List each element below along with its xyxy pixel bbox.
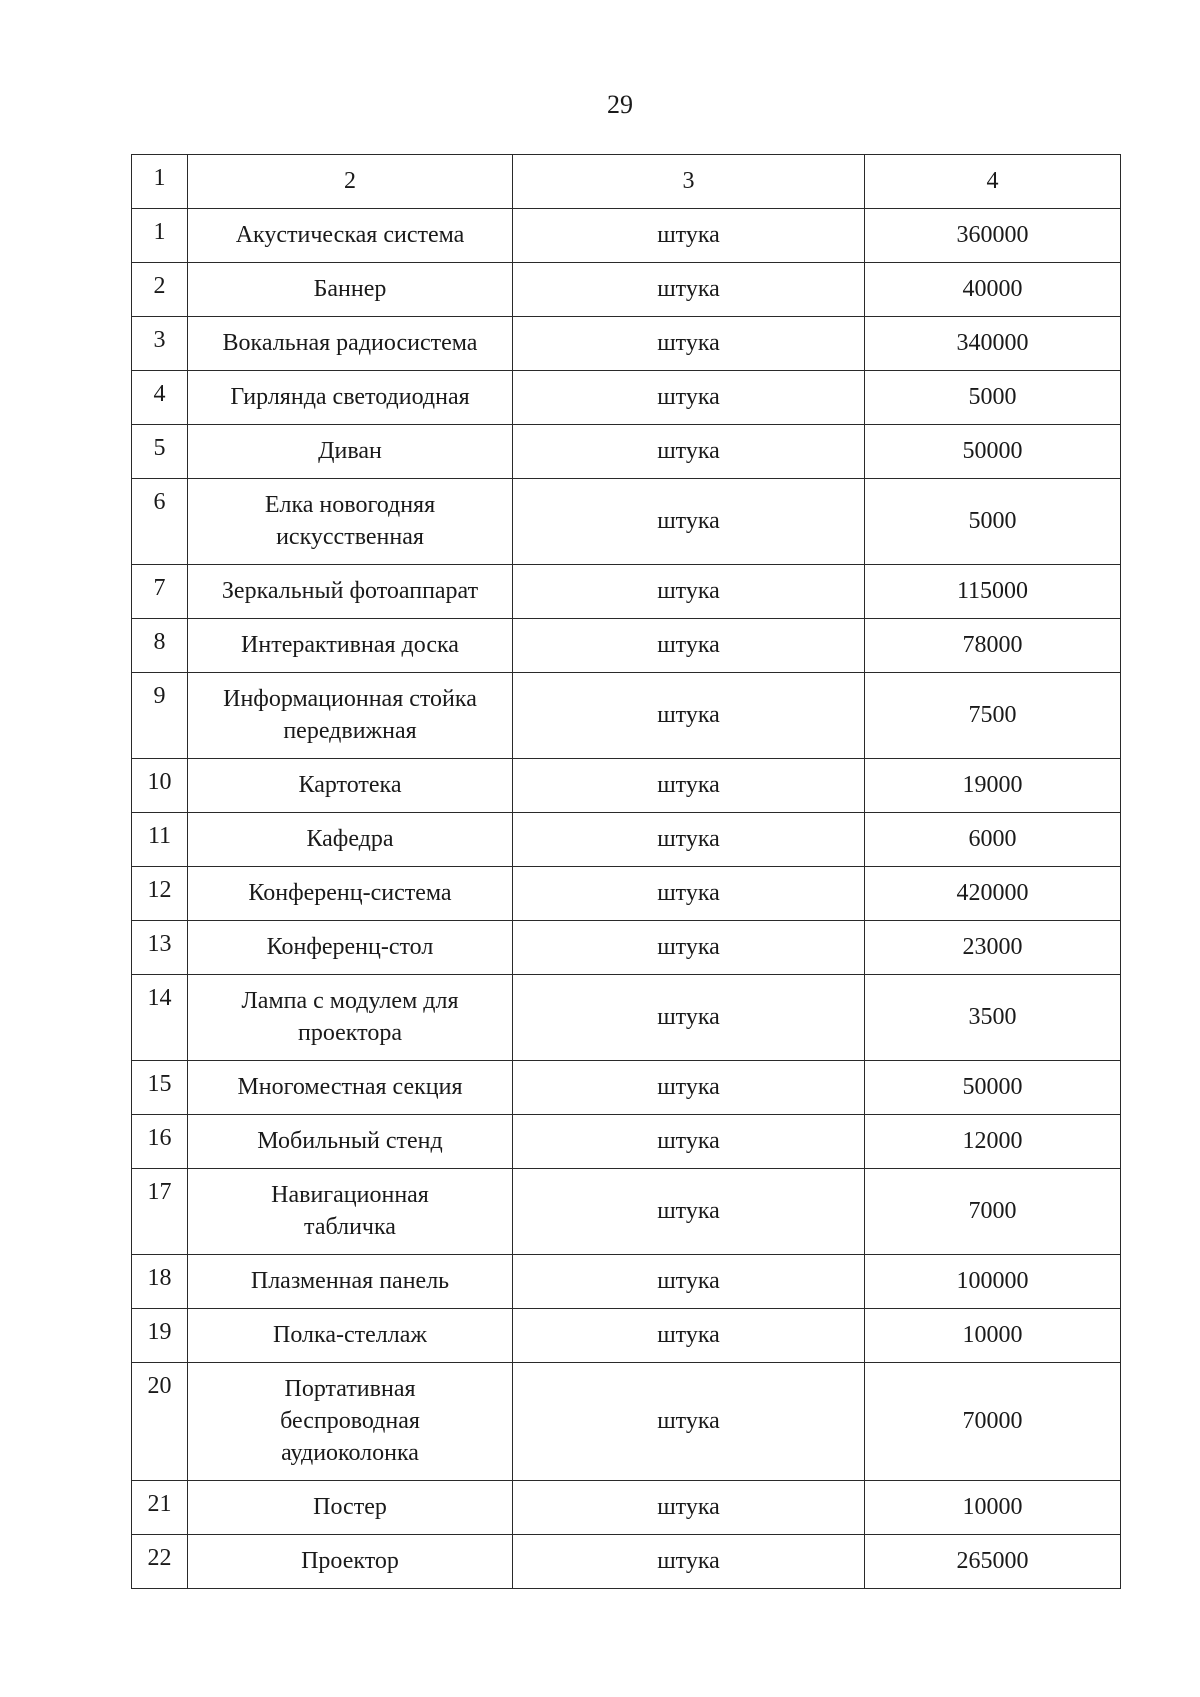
table-row [132, 1481, 1121, 1535]
item-value: 40000 [865, 263, 1121, 317]
item-name [188, 1363, 513, 1481]
table-row [132, 1115, 1121, 1169]
item-unit: штука [513, 263, 865, 317]
item-name-line: Диван [318, 438, 382, 464]
row-number: 2 [132, 263, 188, 317]
item-value: 5000 [865, 371, 1121, 425]
item-unit: штука [513, 619, 865, 673]
item-value: 3500 [865, 975, 1121, 1061]
item-name-line: Интерактивная доска [241, 632, 459, 658]
row-number: 12 [132, 867, 188, 921]
row-number: 11 [132, 813, 188, 867]
header-col-3: 3 [513, 155, 865, 209]
item-value: 5000 [865, 479, 1121, 565]
item-value: 360000 [865, 209, 1121, 263]
item-name [188, 673, 513, 759]
header-col-4: 4 [865, 155, 1121, 209]
item-name [188, 1061, 513, 1115]
row-number: 10 [132, 759, 188, 813]
item-value: 7500 [865, 673, 1121, 759]
row-number: 21 [132, 1481, 188, 1535]
table-row [132, 921, 1121, 975]
item-name [188, 263, 513, 317]
item-name-line: Проектор [301, 1548, 399, 1574]
item-name [188, 565, 513, 619]
table-row [132, 263, 1121, 317]
item-value: 50000 [865, 425, 1121, 479]
row-number: 5 [132, 425, 188, 479]
item-name-line: Картотека [298, 772, 402, 798]
item-name-line: Кафедра [306, 826, 394, 852]
row-number: 20 [132, 1363, 188, 1481]
item-value: 10000 [865, 1481, 1121, 1535]
table-row [132, 759, 1121, 813]
item-name [188, 619, 513, 673]
item-unit: штука [513, 371, 865, 425]
row-number: 13 [132, 921, 188, 975]
item-unit: штука [513, 1255, 865, 1309]
table-row [132, 813, 1121, 867]
item-name [188, 209, 513, 263]
item-unit: штука [513, 1535, 865, 1589]
item-name-line: Гирлянда светодиодная [230, 384, 470, 410]
table-row [132, 867, 1121, 921]
item-unit: штука [513, 1363, 865, 1481]
item-value: 7000 [865, 1169, 1121, 1255]
item-name [188, 1309, 513, 1363]
item-unit: штука [513, 317, 865, 371]
item-value: 10000 [865, 1309, 1121, 1363]
item-name-line: Мобильный стенд [257, 1128, 443, 1154]
item-name [188, 1255, 513, 1309]
item-value: 50000 [865, 1061, 1121, 1115]
item-name [188, 1481, 513, 1535]
item-value: 23000 [865, 921, 1121, 975]
item-name-line: Елка новогодняя [264, 492, 436, 518]
item-name-line: табличка [304, 1214, 396, 1240]
table-row [132, 1255, 1121, 1309]
item-name-line: аудиоколонка [281, 1440, 419, 1466]
item-name-line: Навигационная [271, 1182, 429, 1208]
table-header-row [132, 155, 1121, 209]
item-name-line: Конференц-стол [266, 934, 434, 960]
item-name-line: Вокальная радиосистема [222, 330, 478, 356]
table-row [132, 673, 1121, 759]
item-name-line: Многоместная секция [237, 1074, 463, 1100]
item-name [188, 921, 513, 975]
item-name [188, 317, 513, 371]
item-name [188, 371, 513, 425]
price-table [131, 154, 1121, 1589]
item-unit: штука [513, 565, 865, 619]
page-number: 29 [607, 90, 633, 119]
row-number: 7 [132, 565, 188, 619]
table-row [132, 565, 1121, 619]
table-row [132, 1061, 1121, 1115]
item-unit: штука [513, 1309, 865, 1363]
table-row [132, 371, 1121, 425]
item-unit: штука [513, 1169, 865, 1255]
item-value: 70000 [865, 1363, 1121, 1481]
item-name-line: беспроводная [280, 1408, 420, 1434]
item-unit: штука [513, 813, 865, 867]
item-unit: штука [513, 975, 865, 1061]
row-number: 4 [132, 371, 188, 425]
item-name-line: Постер [313, 1494, 387, 1520]
table-row [132, 975, 1121, 1061]
item-name-line: Плазменная панель [250, 1268, 450, 1294]
item-unit: штука [513, 479, 865, 565]
item-unit: штука [513, 1061, 865, 1115]
item-name [188, 1115, 513, 1169]
table-row [132, 619, 1121, 673]
item-unit: штука [513, 425, 865, 479]
item-name-line: Зеркальный фотоаппарат [221, 578, 479, 604]
item-name [188, 813, 513, 867]
item-value: 265000 [865, 1535, 1121, 1589]
header-col-2: 2 [188, 155, 513, 209]
table-body [132, 209, 1121, 1589]
table-row [132, 317, 1121, 371]
item-unit: штука [513, 1481, 865, 1535]
table-row [132, 1535, 1121, 1589]
item-name-line: Акустическая система [235, 222, 465, 248]
table-row [132, 479, 1121, 565]
item-name [188, 975, 513, 1061]
item-name [188, 759, 513, 813]
item-value: 12000 [865, 1115, 1121, 1169]
row-number: 1 [132, 209, 188, 263]
row-number: 16 [132, 1115, 188, 1169]
item-unit: штука [513, 1115, 865, 1169]
item-value: 100000 [865, 1255, 1121, 1309]
row-number: 17 [132, 1169, 188, 1255]
item-name [188, 1535, 513, 1589]
row-number: 19 [132, 1309, 188, 1363]
item-name-line: Информационная стойка [223, 686, 477, 712]
table-row [132, 1309, 1121, 1363]
item-value: 6000 [865, 813, 1121, 867]
item-name [188, 867, 513, 921]
item-name-line: искусственная [276, 524, 424, 550]
row-number: 9 [132, 673, 188, 759]
item-name-line: Портативная [284, 1376, 416, 1402]
row-number: 15 [132, 1061, 188, 1115]
item-value: 19000 [865, 759, 1121, 813]
table-row [132, 1169, 1121, 1255]
table-row [132, 1363, 1121, 1481]
item-value: 115000 [865, 565, 1121, 619]
item-name-line: проектора [298, 1020, 402, 1046]
item-unit: штука [513, 867, 865, 921]
table-row [132, 209, 1121, 263]
item-name [188, 425, 513, 479]
item-unit: штука [513, 759, 865, 813]
item-unit: штука [513, 209, 865, 263]
row-number: 22 [132, 1535, 188, 1589]
item-value: 78000 [865, 619, 1121, 673]
row-number: 6 [132, 479, 188, 565]
item-value: 340000 [865, 317, 1121, 371]
row-number: 14 [132, 975, 188, 1061]
row-number: 3 [132, 317, 188, 371]
item-name-line: Полка-стеллаж [273, 1322, 427, 1348]
item-name-line: Баннер [313, 276, 387, 302]
header-col-1: 1 [132, 155, 188, 209]
table-row [132, 425, 1121, 479]
item-name-line: передвижная [283, 718, 417, 744]
item-name-line: Конференц-система [248, 880, 452, 906]
row-number: 18 [132, 1255, 188, 1309]
item-name [188, 479, 513, 565]
item-name-line: Лампа с модулем для [241, 988, 459, 1014]
item-value: 420000 [865, 867, 1121, 921]
item-unit: штука [513, 921, 865, 975]
item-unit: штука [513, 673, 865, 759]
row-number: 8 [132, 619, 188, 673]
item-name [188, 1169, 513, 1255]
